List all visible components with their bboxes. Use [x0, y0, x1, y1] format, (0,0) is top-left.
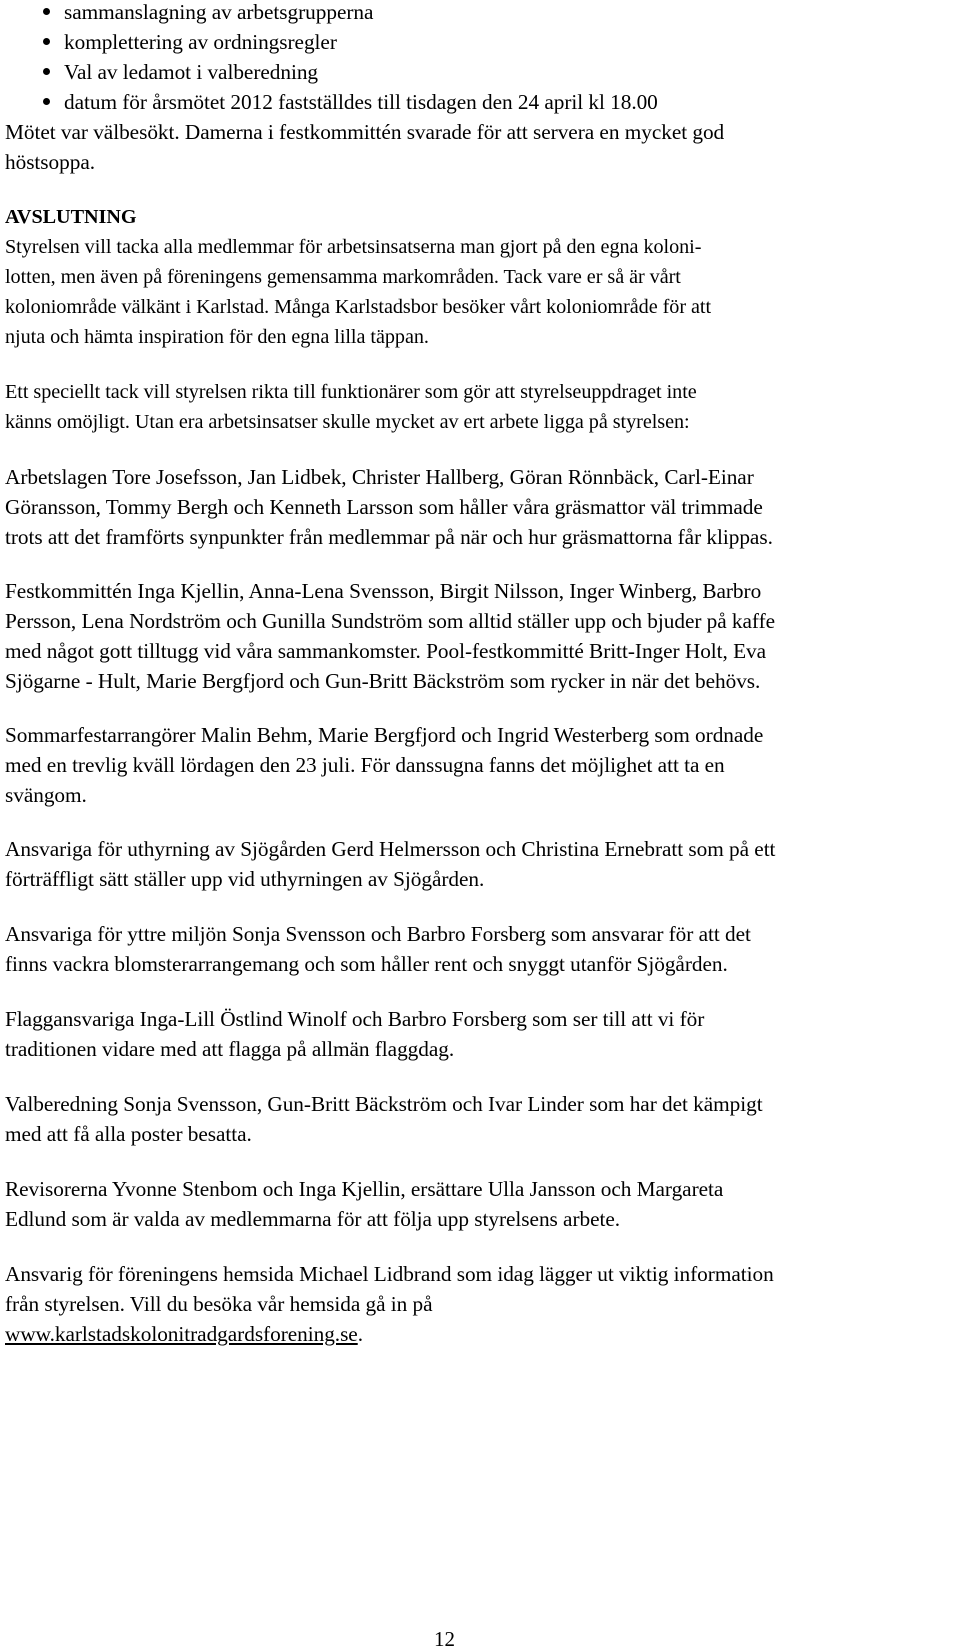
section-heading: AVSLUTNING — [5, 206, 137, 228]
bullet-icon — [43, 98, 50, 105]
bullet-item: sammanslagning av arbetsgrupperna — [0, 0, 960, 27]
agenda-bullet-list — [0, 0, 960, 117]
arbetslagen-paragraph: Arbetslagen Tore Josefsson, Jan Lidbek, Christer Hallberg, Göran Rönnbäck, Carl-Einar Göransson, Tommy Bergh och Kenneth Larsson som håller våra gräsmattor väl trimmade trots att det framförts synpunkter från medlemmar på när och hur gräsmattorna får klippas. — [5, 465, 773, 549]
bullet-item: datum för årsmötet 2012 fastställdes till tisdagen den 24 april kl 18.00 — [0, 87, 960, 117]
valberedning-paragraph: Valberedning Sonja Svensson, Gun-Britt Bäckström och Ivar Linder som har det kämpigt med att få alla poster besatta. — [5, 1092, 763, 1146]
bullet-icon — [43, 38, 50, 45]
page-number: 12 — [434, 1627, 455, 1651]
bullet-item: Val av ledamot i valberedning — [0, 57, 960, 87]
intro-paragraph: Mötet var välbesökt. Damerna i festkommittén svarade för att servera en mycket god höstsoppa. — [5, 120, 725, 174]
yttre-miljo-paragraph: Ansvariga för yttre miljön Sonja Svensson och Barbro Forsberg som ansvarar för att det finns vackra blomsterarrangemang och som håller rent och snyggt utanför Sjögården. — [5, 922, 751, 976]
uthyrning-paragraph: Ansvariga för uthyrning av Sjögården Gerd Helmersson och Christina Ernebratt som på ett förträffligt sätt ställer upp vid uthyrningen av Sjögården. — [5, 837, 776, 891]
tack-paragraph: Ett speciellt tack vill styrelsen rikta till funktionärer som gör att styrelseuppdraget inte känns omöjligt. Utan era arbetsinsatser skulle mycket av ert arbete ligga på styrelsen: — [5, 381, 697, 433]
avslutning-section: AVSLUTNING Styrelsen vill tacka alla medlemmar för arbetsinsatserna man gjort på den egna koloni- lotten, men även på föreningens gemensamma markområden. Tack vare er så är vårt koloniområde välkänt i Karlstad. Många Karlstadsbor besöker vårt koloniområde för att njuta och hämta inspiration för den egna lilla täppan. — [5, 202, 955, 352]
bullet-item: komplettering av ordningsregler — [0, 27, 960, 57]
hemsida-paragraph: Ansvarig för föreningens hemsida Michael Lidbrand som idag lägger ut viktig information från styrelsen. Vill du besöka vår hemsida gå in på www.karlstadskolonitradgardsforening.se. — [5, 1262, 774, 1346]
website-link[interactable]: www.karlstadskolonitradgardsforening.se — [5, 1322, 358, 1346]
flagg-paragraph: Flaggansvariga Inga-Lill Östlind Winolf och Barbro Forsberg som ser till att vi för traditionen vidare med att flagga på allmän flaggdag. — [5, 1007, 705, 1061]
bullet-icon — [43, 68, 50, 75]
festkommitten-paragraph: Festkommittén Inga Kjellin, Anna-Lena Svensson, Birgit Nilsson, Inger Winberg, Barbro Persson, Lena Nordström och Gunilla Sundström som alltid ställer upp och bjuder på kaffe med något gott tilltugg vid våra sammankomster. Pool-festkommitté Britt-Inger Holt, Eva Sjögarne - Hult, Marie Bergfjord och Gun-Britt Bäckström som rycker in när det behövs. — [5, 579, 776, 693]
revisorer-paragraph: Revisorerna Yvonne Stenbom och Inga Kjellin, ersättare Ulla Jansson och Margareta Edlund som är valda av medlemmarna för att följa upp styrelsens arbete. — [5, 1177, 724, 1231]
sommarfest-paragraph: Sommarfestarrangörer Malin Behm, Marie Bergfjord och Ingrid Westerberg som ordnade med en trevlig kväll lördagen den 23 juli. För danssugna fanns det möjlighet att ta en svängom. — [5, 723, 764, 807]
bullet-icon — [43, 8, 50, 15]
